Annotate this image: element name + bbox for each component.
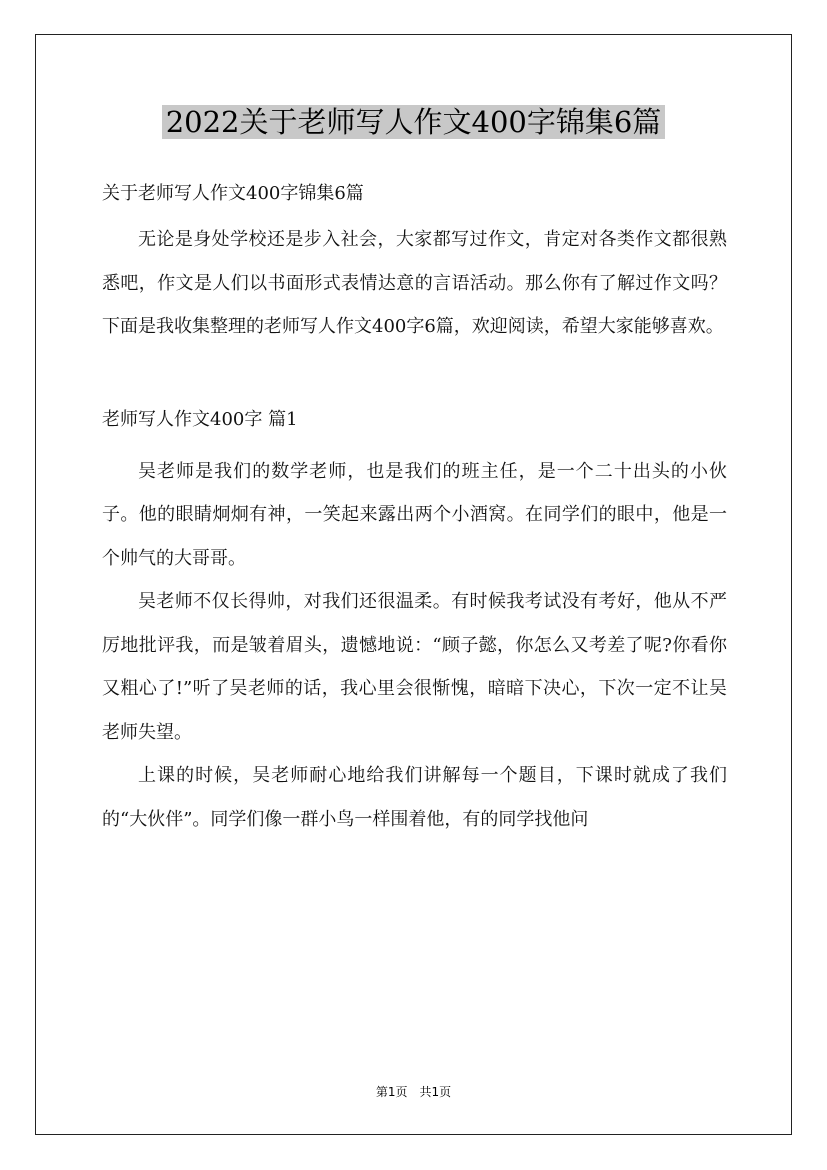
body-paragraph: 吴老师不仅长得帅，对我们还很温柔。有时候我考试没有考好，他从不严厉地批评我，而是皱着眉头，遗憾地说：“顾子懿，你怎么又考差了呢?你看你又粗心了!”听了吴老师的话，我心里会很惭愧，暗暗下决心，下次一定不让吴老师失望。 [102,591,727,743]
intro-paragraph: 无论是身处学校还是步入社会，大家都写过作文，肯定对各类作文都很熟悉吧，作文是人们以书面形式表情达意的言语活动。那么你有了解过作文吗？下面是我收集整理的老师写人作文400字6篇，欢迎阅读，希望大家能够喜欢。 [102,229,727,337]
page-footer [0,1083,827,1100]
body-paragraph: 上课的时候，吴老师耐心地给我们讲解每一个题目，下课时就成了我们的“大伙伴”。同学们像一群小鸟一样围着他，有的同学找他问 [102,765,727,830]
document-subtitle: 关于老师写人作文400字锦集6篇 [102,183,364,204]
document-title-text: 2022关于老师写人作文400字锦集6篇 [162,105,666,139]
page-number: 第1页 共1页 [375,1085,452,1099]
section-heading: 老师写人作文400字 篇1 [102,408,298,430]
body-paragraph: 吴老师是我们的数学老师，也是我们的班主任，是一个二十出头的小伙子。他的眼睛炯炯有神，一笑起来露出两个小酒窝。在同学们的眼中，他是一个帅气的大哥哥。 [102,460,727,569]
spacer [102,349,727,396]
document-body [102,170,727,841]
document-title [0,99,827,145]
